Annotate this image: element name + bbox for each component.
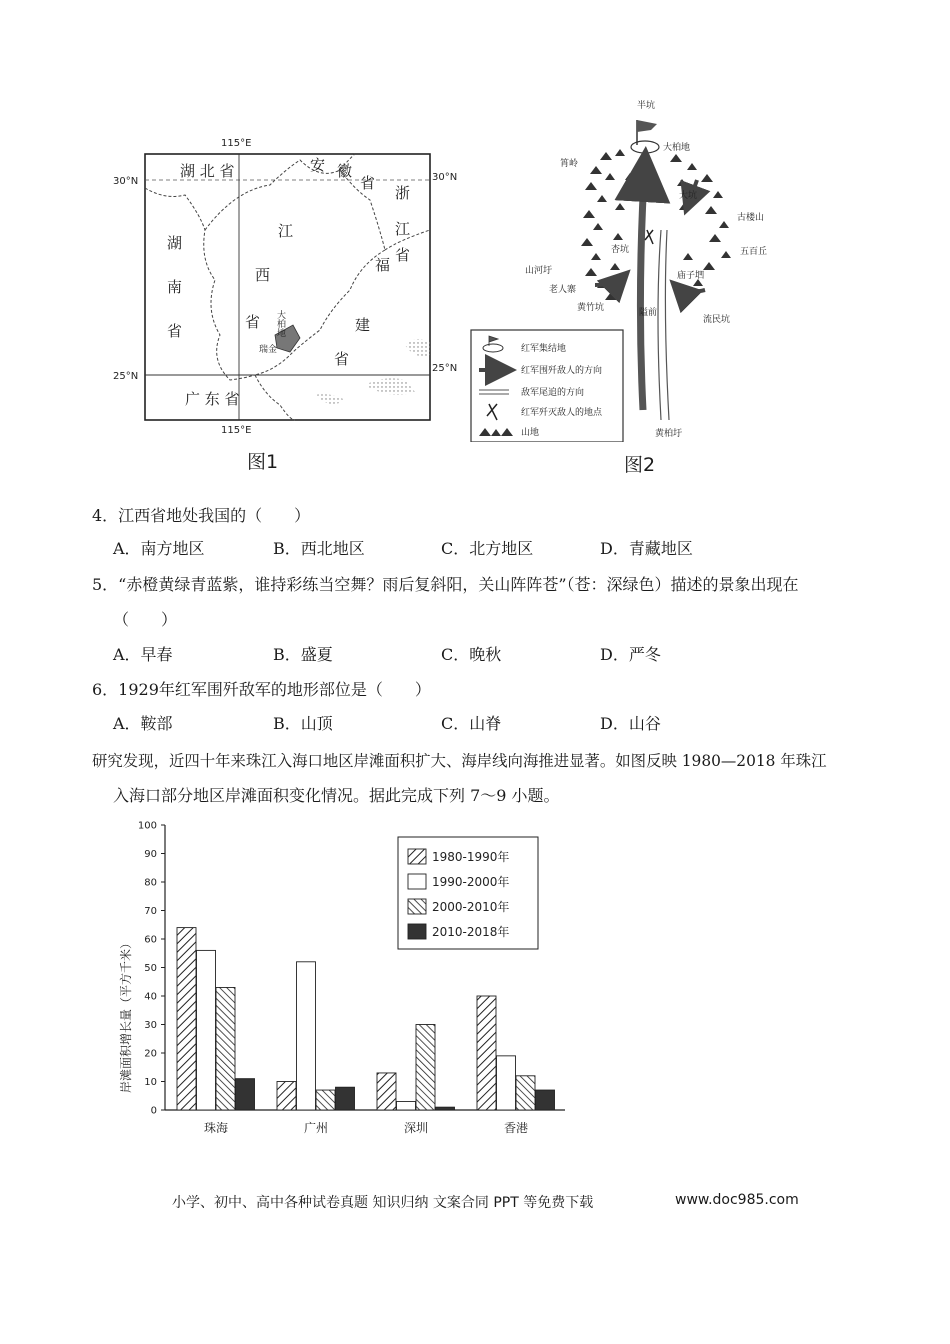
bar-chart bbox=[110, 815, 580, 1150]
svg-text:大坑: 大坑 bbox=[679, 191, 698, 201]
bar-3-2 bbox=[516, 1076, 535, 1110]
intro-line-2: 入海口部分地区岸滩面积变化情况。据此完成下列 7～9 小题。 bbox=[113, 786, 560, 805]
figure2-diagram bbox=[465, 90, 805, 442]
province-anhui-2: 徽 bbox=[337, 162, 353, 180]
legend-mountain: 山地 bbox=[521, 428, 540, 438]
svg-text:黄柏圩: 黄柏圩 bbox=[655, 429, 683, 439]
legend-label: 2010-2018年 bbox=[432, 925, 510, 939]
legend-rally: 红军集结地 bbox=[521, 344, 567, 354]
lat30-label-left: 30°N bbox=[113, 176, 139, 187]
bar-2-0 bbox=[377, 1073, 396, 1110]
intro-line-1: 研究发现，近四十年来珠江入海口地区岸滩面积扩大、海岸线向海推进显著。如图反映 1980—2018 年珠江 bbox=[92, 752, 827, 770]
q5-option-a[interactable]: A．早春 bbox=[113, 645, 173, 664]
lat30-label-right: 30°N bbox=[432, 172, 458, 183]
bar-2-2 bbox=[416, 1025, 435, 1111]
q6-option-b[interactable]: B．山顶 bbox=[273, 714, 333, 733]
y-tick-label: 0 bbox=[150, 1105, 157, 1117]
bar-3-1 bbox=[497, 1056, 516, 1110]
chart-ylabel: 岸滩面积增长量（平方千米） bbox=[119, 936, 133, 1094]
lat25-label-left: 25°N bbox=[113, 371, 139, 382]
q4-option-b[interactable]: B．西北地区 bbox=[273, 539, 365, 558]
province-hubei: 湖 北 省 bbox=[180, 162, 235, 180]
y-tick-label: 40 bbox=[144, 991, 157, 1003]
x-category-label: 珠海 bbox=[203, 1121, 229, 1135]
y-tick-label: 90 bbox=[144, 849, 157, 860]
bar-0-2 bbox=[216, 987, 235, 1110]
mountain-symbols bbox=[581, 149, 731, 300]
y-tick-label: 50 bbox=[144, 963, 157, 974]
svg-text:杏坑: 杏坑 bbox=[611, 245, 630, 255]
x-category-label: 深圳 bbox=[403, 1121, 429, 1135]
footer-text: 小学、初中、高中各种试卷真题 知识归纳 文案合同 PPT 等免费下载 bbox=[172, 1195, 594, 1211]
legend-label: 1980-1990年 bbox=[432, 850, 510, 864]
x-category-label: 广州 bbox=[303, 1121, 329, 1135]
legend-annihilate: 红军歼灭敌人的地点 bbox=[521, 408, 603, 418]
bar-1-3 bbox=[336, 1087, 355, 1110]
province-zhejiang-1: 浙 bbox=[395, 184, 411, 202]
svg-text:隘前: 隘前 bbox=[639, 308, 658, 318]
svg-text:半坑: 半坑 bbox=[637, 101, 656, 111]
q5-option-b[interactable]: B．盛夏 bbox=[273, 645, 333, 664]
province-jiangxi-1: 江 bbox=[278, 222, 294, 240]
q5-option-d[interactable]: D．严冬 bbox=[600, 645, 661, 664]
y-tick-label: 10 bbox=[144, 1077, 157, 1088]
svg-text:筲岭: 筲岭 bbox=[560, 159, 579, 169]
lon-label-bottom: 115°E bbox=[221, 425, 252, 436]
province-hunan-3: 省 bbox=[167, 322, 183, 340]
q4-option-d[interactable]: D．青藏地区 bbox=[600, 539, 693, 558]
province-anhui-1: 安 bbox=[310, 156, 326, 174]
y-tick-label: 30 bbox=[144, 1020, 157, 1031]
q6-option-d[interactable]: D．山谷 bbox=[600, 714, 661, 733]
province-fujian-1: 福 bbox=[375, 256, 391, 274]
bar-1-0 bbox=[277, 1082, 296, 1111]
province-zhejiang-2: 江 bbox=[395, 220, 411, 238]
svg-text:古楼山: 古楼山 bbox=[737, 213, 765, 223]
lon-label-top: 115°E bbox=[221, 138, 252, 149]
lat25-label-right: 25°N bbox=[432, 363, 458, 374]
province-guangdong: 广 东 省 bbox=[185, 390, 240, 408]
figure2-caption: 图2 bbox=[624, 454, 656, 476]
legend-pursue: 敌军尾追的方向 bbox=[521, 388, 585, 398]
q6-option-a[interactable]: A．鞍部 bbox=[113, 714, 173, 733]
bar-3-3 bbox=[536, 1090, 555, 1110]
legend-swatch bbox=[408, 924, 426, 939]
y-tick-label: 80 bbox=[144, 877, 157, 889]
province-jiangxi-2: 西 bbox=[255, 266, 271, 284]
figure2-legend bbox=[471, 330, 623, 442]
svg-text:黄竹坑: 黄竹坑 bbox=[577, 303, 605, 313]
svg-text:老人寨: 老人寨 bbox=[549, 285, 577, 295]
svg-text:流民坑: 流民坑 bbox=[703, 315, 731, 325]
question-5-stem-cont: （ ） bbox=[113, 610, 178, 629]
chart-legend bbox=[398, 837, 538, 949]
legend-label: 1990-2000年 bbox=[432, 875, 510, 889]
bar-0-0 bbox=[177, 928, 196, 1110]
legend-swatch bbox=[408, 874, 426, 889]
province-jiangxi-3: 省 bbox=[245, 313, 261, 331]
province-hunan-1: 湖 bbox=[167, 234, 183, 252]
province-fujian-2: 建 bbox=[355, 316, 371, 334]
province-hunan-2: 南 bbox=[167, 278, 183, 296]
place-dabodi: 大柏地 bbox=[275, 310, 285, 337]
question-5-stem: 5．“赤橙黄绿青蓝紫，谁持彩练当空舞？雨后复斜阳，关山阵阵苍”（苍：深绿色）描述的景象出现在 bbox=[92, 575, 799, 594]
y-tick-label: 60 bbox=[144, 934, 157, 946]
province-anhui-3: 省 bbox=[360, 174, 376, 192]
footer-url[interactable]: www.doc985.com bbox=[675, 1192, 799, 1208]
bar-2-1 bbox=[397, 1101, 416, 1110]
y-tick-label: 100 bbox=[137, 820, 157, 832]
place-ruijin: 瑞金 bbox=[259, 345, 278, 355]
svg-text:庙子垇: 庙子垇 bbox=[677, 271, 705, 281]
q6-option-c[interactable]: C．山脊 bbox=[441, 714, 502, 733]
x-category-label: 香港 bbox=[503, 1121, 529, 1135]
legend-swatch bbox=[408, 899, 426, 914]
bar-3-0 bbox=[477, 996, 496, 1110]
province-zhejiang-3: 省 bbox=[395, 246, 411, 264]
q5-option-c[interactable]: C．晚秋 bbox=[441, 645, 502, 664]
legend-label: 2000-2010年 bbox=[432, 900, 510, 914]
figure1-caption: 图1 bbox=[247, 451, 279, 473]
y-tick-label: 20 bbox=[144, 1048, 157, 1060]
bar-1-2 bbox=[316, 1090, 335, 1110]
q4-option-c[interactable]: C．北方地区 bbox=[441, 539, 534, 558]
bar-0-1 bbox=[197, 950, 216, 1110]
legend-swatch bbox=[408, 849, 426, 864]
legend-encircle: 红军围歼敌人的方向 bbox=[521, 366, 603, 376]
bar-0-3 bbox=[236, 1079, 255, 1110]
question-6-stem: 6．1929年红军围歼敌军的地形部位是（ ） bbox=[92, 680, 431, 699]
svg-text:山河圩: 山河圩 bbox=[525, 266, 553, 276]
q4-option-a[interactable]: A．南方地区 bbox=[113, 539, 205, 558]
question-4-stem: 4．江西省地处我国的（ ） bbox=[92, 506, 311, 525]
figure1-map bbox=[105, 130, 465, 440]
bar-2-3 bbox=[436, 1107, 455, 1110]
svg-text:大柏地: 大柏地 bbox=[663, 143, 691, 153]
bar-1-1 bbox=[297, 962, 316, 1110]
y-tick-label: 70 bbox=[144, 906, 157, 917]
svg-text:五百丘: 五百丘 bbox=[740, 247, 768, 257]
province-fujian-3: 省 bbox=[334, 350, 350, 368]
